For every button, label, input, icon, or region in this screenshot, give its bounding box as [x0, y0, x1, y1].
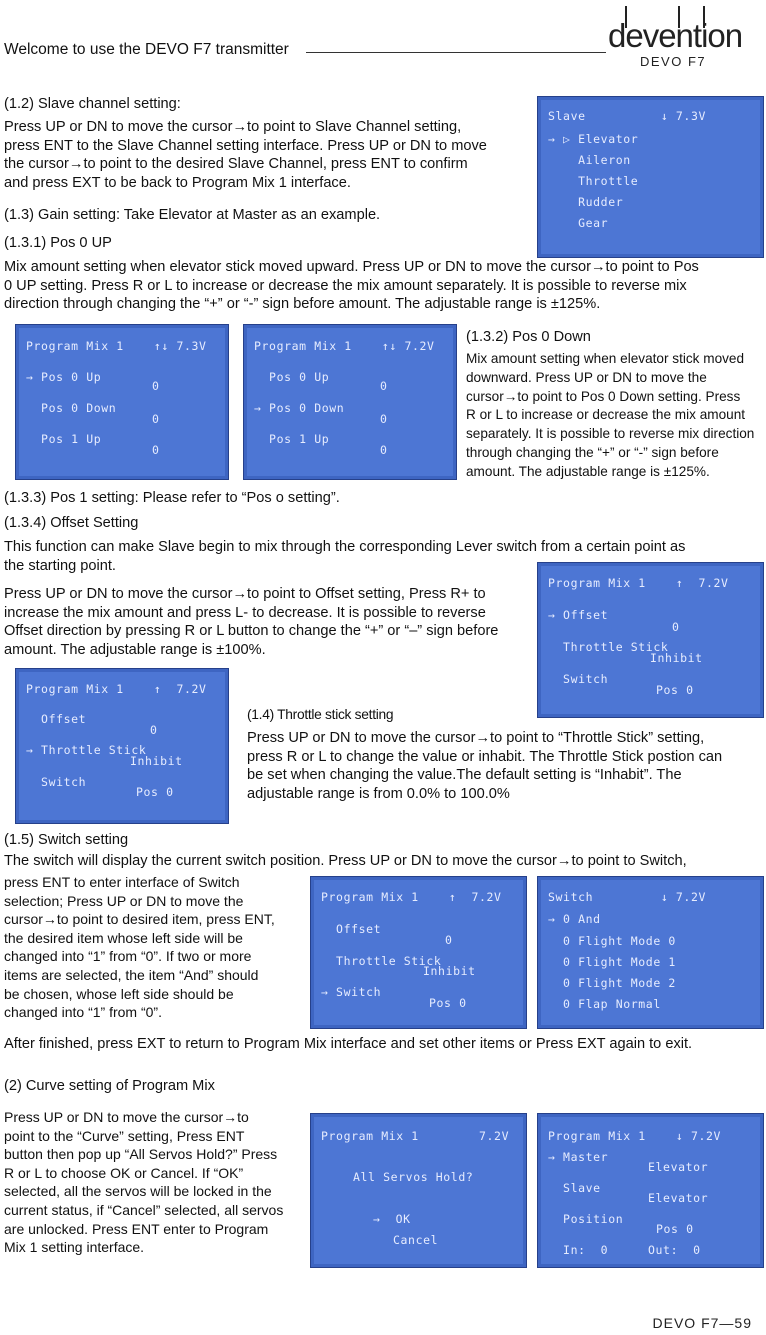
- lcd-line: → ▷ Elevator: [548, 132, 639, 146]
- section-heading: (1.2) Slave channel setting:: [4, 96, 181, 112]
- lcd-line: → Offset: [548, 608, 609, 622]
- body-line: the desired item whose left side will be: [4, 929, 243, 946]
- lcd-line: Program Mix 1 ↑↓ 7.2V: [254, 339, 435, 353]
- body-line: changed into “1” from “0”.: [4, 1004, 162, 1021]
- section-intro: The switch will display the current switch position. Press UP or DN to move the cursor→to point to Switch,: [4, 853, 687, 869]
- lcd-screen-servo-hold: [310, 1113, 527, 1268]
- lcd-option: → OK: [373, 1212, 411, 1226]
- lcd-line: Pos 0 Down: [26, 401, 117, 415]
- body-line: Press UP or DN to move the cursor→to: [4, 1109, 249, 1125]
- page-header-title: Welcome to use the DEVO F7 transmitter: [4, 41, 289, 58]
- lcd-screen-pos0down: [243, 324, 457, 480]
- body-line: press R or L to change the value or inhabit. The Throttle Stick postion can: [247, 748, 723, 765]
- body-line: Press UP or DN to move the cursor→to point to Offset setting, Press R+ to: [4, 586, 486, 602]
- lcd-line: Pos 0 Up: [254, 370, 330, 384]
- lcd-line: Offset: [26, 712, 87, 726]
- section-body: [247, 729, 765, 803]
- body-line: direction through changing the “+” or “-” sign before amount. The adjustable range is ±125%.: [4, 296, 601, 312]
- lcd-value: Pos 0: [656, 1222, 694, 1236]
- body-line: This function can make Slave begin to mix through the corresponding Lever switch from a certain point as: [4, 539, 686, 555]
- lcd-line: Program Mix 1 ↑ 7.2V: [321, 890, 502, 904]
- lcd-line: In: 0: [548, 1243, 609, 1257]
- section-body: [466, 350, 764, 482]
- lcd-value: 0: [380, 379, 388, 393]
- logo-wordmark: devention: [608, 17, 743, 54]
- body-line: amount. The adjustable range is ±125%.: [466, 463, 710, 479]
- lcd-line: Switch ↓ 7.2V: [548, 890, 706, 904]
- body-line: be set when changing the value.The default setting is “Inhabit”. The: [247, 767, 682, 783]
- body-line: selected, all the servos will be locked in the: [4, 1183, 272, 1200]
- body-line: point to the “Curve” setting, Press ENT: [4, 1127, 245, 1144]
- lcd-line: Rudder: [548, 195, 624, 209]
- lcd-value: Pos 0: [656, 683, 694, 697]
- lcd-line: 0 Flap Normal: [548, 997, 661, 1011]
- section-note: After finished, press EXT to return to Program Mix interface and set other items or Press EXT again to exit.: [4, 1036, 693, 1052]
- lcd-line: Program Mix 1 ↓ 7.2V: [548, 1129, 722, 1143]
- lcd-value: 0: [380, 443, 388, 457]
- lcd-value: Elevator: [648, 1191, 709, 1205]
- section-heading: (1.3.1) Pos 0 UP: [4, 235, 112, 251]
- lcd-line: All Servos Hold?: [353, 1170, 474, 1184]
- lcd-line: Throttle Stick: [548, 640, 669, 654]
- lcd-line: → Switch: [321, 985, 382, 999]
- body-line: adjustable range is from 0.0% to 100.0%: [247, 785, 510, 802]
- section-heading: (1.5) Switch setting: [4, 832, 129, 848]
- body-line: Press UP or DN to move the cursor→to point to “Throttle Stick” setting,: [247, 730, 705, 746]
- lcd-value: Inhibit: [650, 651, 703, 665]
- devention-logo: [608, 6, 764, 69]
- section-heading: (1.3.2) Pos 0 Down: [466, 329, 591, 345]
- lcd-line: Switch: [26, 775, 87, 789]
- lcd-value: 0: [445, 933, 453, 947]
- section-body: [4, 1108, 298, 1257]
- lcd-value: 0: [152, 443, 160, 457]
- section-heading: (2) Curve setting of Program Mix: [4, 1078, 215, 1094]
- body-line: Mix amount setting when elevator stick moved upward. Press UP or DN to move the cursor→to point to Pos: [4, 259, 699, 275]
- lcd-value: Inhibit: [130, 754, 183, 768]
- section-body: [4, 118, 522, 192]
- section-heading: (1.3.4) Offset Setting: [4, 515, 139, 531]
- body-line: R or L to increase or decrease the mix amount: [466, 407, 746, 423]
- lcd-value: 0: [672, 620, 680, 634]
- lcd-screen-throttle: [15, 668, 229, 824]
- lcd-line: Offset: [321, 922, 382, 936]
- lcd-line: Slave ↓ 7.3V: [548, 109, 706, 123]
- lcd-value: Inhibit: [423, 964, 476, 978]
- body-line: are unlocked. Press ENT enter to Program: [4, 1220, 269, 1237]
- lcd-screen-master: [537, 1113, 764, 1268]
- body-line: cursor→to point to Pos 0 Down setting. Press: [466, 388, 741, 404]
- body-line: be chosen, whose left side should be: [4, 985, 234, 1002]
- lcd-line: Pos 1 Up: [254, 432, 330, 446]
- lcd-line: Program Mix 1 ↑ 7.2V: [548, 576, 729, 590]
- body-line: Offset direction by pressing R or L button to change the “+” or “–” sign before: [4, 623, 499, 639]
- body-line: the starting point.: [4, 557, 116, 574]
- lcd-value: Out: 0: [648, 1243, 701, 1257]
- body-line: button then pop up “All Servos Hold?” Press: [4, 1146, 278, 1163]
- lcd-value: Pos 0: [136, 785, 174, 799]
- lcd-screen-switch: [310, 876, 527, 1029]
- body-line: amount. The adjustable range is ±100%.: [4, 641, 266, 658]
- lcd-line: Program Mix 1 ↑ 7.2V: [26, 682, 207, 696]
- lcd-line: Program Mix 1 ↑↓ 7.3V: [26, 339, 207, 353]
- lcd-line: Gear: [548, 216, 609, 230]
- body-line: cursor→to point to desired item, press ENT,: [4, 911, 275, 928]
- body-line: through changing the “+” or “-” sign before: [466, 444, 719, 460]
- lcd-line: → Pos 0 Up: [26, 370, 102, 384]
- section-body: [4, 585, 526, 659]
- section-heading: (1.3) Gain setting: Take Elevator at Master as an example.: [4, 207, 381, 223]
- body-line: R or L to choose OK or Cancel. If “OK”: [4, 1164, 244, 1181]
- body-line: changed into “1” from “0”. If two or more: [4, 948, 252, 965]
- lcd-line: Switch: [548, 672, 609, 686]
- body-line: selection; Press UP or DN to move the: [4, 892, 244, 909]
- lcd-value: 0: [152, 379, 160, 393]
- lcd-screen-pos0up: [15, 324, 229, 480]
- body-line: increase the mix amount and press L- to decrease. It is possible to reverse: [4, 604, 486, 621]
- lcd-value: 0: [380, 412, 388, 426]
- lcd-line: → Throttle Stick: [26, 743, 147, 757]
- lcd-option: Cancel: [393, 1233, 439, 1247]
- body-line: press ENT to enter interface of Switch: [4, 874, 240, 890]
- lcd-line: Position: [548, 1212, 624, 1226]
- lcd-line: → Master: [548, 1150, 609, 1164]
- body-line: the cursor→to point to the desired Slave Channel, press ENT to confirm: [4, 156, 468, 172]
- lcd-line: Program Mix 1 7.2V: [321, 1129, 510, 1143]
- body-line: current status, if “Cancel” selected, all servos: [4, 1201, 284, 1218]
- lcd-value: 0: [150, 723, 158, 737]
- lcd-line: → 0 And: [548, 912, 601, 926]
- body-line: press ENT to the Slave Channel setting interface. Press UP or DN to move: [4, 137, 487, 154]
- body-line: Mix amount setting when elevator stick moved: [466, 351, 745, 366]
- lcd-line: Slave: [548, 1181, 601, 1195]
- section-body: [4, 873, 300, 1022]
- body-line: 0 UP setting. Press R or L to increase or decrease the mix amount separately. It is possible to reverse mix: [4, 277, 687, 294]
- lcd-line: Aileron: [548, 153, 631, 167]
- lcd-screen-slave: [537, 96, 764, 258]
- lcd-line: Throttle: [548, 174, 639, 188]
- lcd-line: Throttle Stick: [321, 954, 442, 968]
- section-body: [4, 258, 764, 314]
- body-line: Press UP or DN to move the cursor→to point to Slave Channel setting,: [4, 119, 462, 135]
- lcd-line: 0 Flight Mode 2: [548, 976, 676, 990]
- lcd-line: Pos 1 Up: [26, 432, 102, 446]
- lcd-screen-switch-list: [537, 876, 764, 1029]
- body-line: separately. It is possible to reverse mix direction: [466, 426, 755, 442]
- lcd-line: 0 Flight Mode 0: [548, 934, 676, 948]
- header-rule: [306, 52, 606, 53]
- body-line: downward. Press UP or DN to move the: [466, 369, 707, 385]
- lcd-line: → Pos 0 Down: [254, 401, 345, 415]
- lcd-line: 0 Flight Mode 1: [548, 955, 676, 969]
- lcd-value: Elevator: [648, 1160, 709, 1174]
- logo-model-name: DEVO F7: [640, 54, 707, 69]
- page-number: DEVO F7—59: [652, 1315, 752, 1331]
- lcd-value: Pos 0: [429, 996, 467, 1010]
- section-heading: (1.3.3) Pos 1 setting: Please refer to “Pos o setting”.: [4, 490, 340, 506]
- body-line: items are selected, the item “And” should: [4, 966, 259, 983]
- lcd-value: 0: [152, 412, 160, 426]
- lcd-screen-offset: [537, 562, 764, 718]
- body-line: and press EXT to be back to Program Mix 1 interface.: [4, 174, 351, 191]
- section-heading: (1.4) Throttle stick setting: [247, 707, 394, 722]
- body-line: Mix 1 setting interface.: [4, 1239, 145, 1256]
